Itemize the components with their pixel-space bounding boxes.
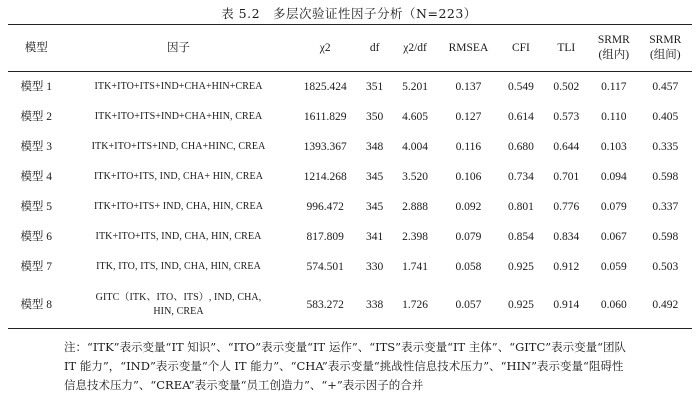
factor-cell: GITC（ITK、ITO、ITS）, IND, CHA, HIN, CREA <box>65 282 293 329</box>
header-chi2df: χ2/df <box>391 25 438 72</box>
srmr-between-cell: 0.492 <box>639 282 692 329</box>
df-cell: 350 <box>365 111 384 123</box>
header-model: 模型 <box>8 25 65 72</box>
chi2-cell: 1214.268 <box>303 171 347 183</box>
table-row <box>8 282 692 329</box>
tli-cell: 0.776 <box>553 201 580 213</box>
model-cell: 模型 2 <box>20 111 53 123</box>
header-tli: TLI <box>544 25 589 72</box>
table-row <box>8 132 692 162</box>
table-row <box>8 192 692 222</box>
table-row <box>8 222 692 252</box>
table-row <box>8 162 692 192</box>
rmsea-cell: 0.137 <box>455 81 482 93</box>
table-row <box>8 102 692 132</box>
model-cell: 模型 3 <box>20 141 53 153</box>
model-cell: 模型 7 <box>20 261 53 273</box>
factor-cell: ITK+ITO+ITS, IND, CHA+ HIN, CREA <box>93 171 264 182</box>
tli-cell: 0.914 <box>544 282 589 329</box>
cfa-results-table <box>8 24 692 329</box>
header-srmr-between <box>639 25 692 72</box>
header-srmr-within <box>589 25 639 72</box>
srmr-between-cell: 0.335 <box>652 141 679 153</box>
factor-cell: ITK+ITO+ITS, IND, CHA, HIN, CREA <box>95 231 262 242</box>
tli-cell: 0.834 <box>553 231 580 243</box>
header-srmr-between-line2: (组间) <box>649 49 681 61</box>
chi2df-cell: 2.398 <box>402 231 428 243</box>
tli-cell: 0.573 <box>553 111 580 123</box>
df-cell: 345 <box>365 171 384 183</box>
srmr-within-cell: 0.067 <box>600 231 627 243</box>
srmr-between-cell: 0.337 <box>652 201 679 213</box>
cfi-cell: 0.734 <box>507 171 534 183</box>
tli-cell: 0.502 <box>553 81 580 93</box>
chi2-cell: 1611.829 <box>303 111 347 123</box>
factor-cell: ITK+ITO+ITS+IND+CHA+HIN, CREA <box>94 111 263 122</box>
model-cell: 模型 6 <box>20 231 53 243</box>
rmsea-cell: 0.092 <box>455 201 482 213</box>
model-cell: 模型 5 <box>20 201 53 213</box>
header-srmr-within-line2: (组内) <box>598 49 630 61</box>
chi2df-cell: 2.888 <box>402 201 428 213</box>
chi2df-cell: 4.004 <box>402 141 428 153</box>
cfi-cell: 0.925 <box>507 261 534 273</box>
chi2df-cell: 1.726 <box>391 282 438 329</box>
srmr-between-cell: 0.598 <box>652 231 679 243</box>
df-cell: 338 <box>358 282 392 329</box>
df-cell: 351 <box>365 81 384 93</box>
tli-cell: 0.644 <box>553 141 580 153</box>
chi2-cell: 574.501 <box>306 261 344 273</box>
chi2-cell: 1393.367 <box>303 141 347 153</box>
srmr-within-cell: 0.079 <box>600 201 627 213</box>
rmsea-cell: 0.079 <box>455 231 482 243</box>
srmr-between-cell: 0.405 <box>652 111 679 123</box>
header-rmsea: RMSEA <box>439 25 498 72</box>
srmr-within-cell: 0.059 <box>600 261 627 273</box>
table-header <box>8 25 692 72</box>
header-df: df <box>358 25 392 72</box>
srmr-within-cell: 0.094 <box>600 171 627 183</box>
cfi-cell: 0.854 <box>507 231 534 243</box>
table-note: 注：“ITK”表示变量“IT 知识”、“ITO”表示变量“IT 运作”、“ITS”表示变量“IT 主体”、“GITC”表示变量“团队 IT 能力”，“IND”表示变量“个人 IT 能力”、“CHA”表示变量“挑战性信息技术压力”、“HIN”表示变量“阻碍性信息技术压力”、“CREA”表示变量“员工创造力”、“+”表示因子的合并 <box>64 340 627 392</box>
df-cell: 330 <box>365 261 384 273</box>
srmr-within-cell: 0.110 <box>601 111 627 123</box>
rmsea-cell: 0.127 <box>455 111 482 123</box>
cfi-cell: 0.614 <box>507 111 534 123</box>
chi2df-cell: 5.201 <box>402 81 428 93</box>
chi2-cell: 996.472 <box>306 201 344 213</box>
df-cell: 345 <box>365 201 384 213</box>
factor-cell: ITK+ITO+ITS+ IND, CHA, HIN, CREA <box>93 201 264 212</box>
table-row <box>8 72 692 103</box>
cfi-cell: 0.925 <box>498 282 543 329</box>
table-body <box>8 72 692 329</box>
srmr-between-cell: 0.503 <box>652 261 679 273</box>
table-row <box>8 252 692 282</box>
df-cell: 348 <box>365 141 384 153</box>
model-cell: 模型 8 <box>8 282 65 329</box>
chi2-cell: 583.272 <box>293 282 358 329</box>
chi2-cell: 817.809 <box>306 231 344 243</box>
rmsea-cell: 0.058 <box>455 261 482 273</box>
chi2df-cell: 3.520 <box>402 171 428 183</box>
chi2df-cell: 4.605 <box>402 111 428 123</box>
srmr-between-cell: 0.598 <box>652 171 679 183</box>
header-factor: 因子 <box>65 25 293 72</box>
rmsea-cell: 0.116 <box>455 141 482 153</box>
cfi-cell: 0.801 <box>507 201 534 213</box>
model-cell: 模型 1 <box>20 81 53 93</box>
header-row <box>8 25 692 72</box>
rmsea-cell: 0.057 <box>439 282 498 329</box>
header-chi2: χ2 <box>293 25 358 72</box>
rmsea-cell: 0.106 <box>455 171 482 183</box>
factor-cell: ITK, ITO, ITS, IND, CHA, HIN, CREA <box>96 261 261 272</box>
factor-cell: ITK+ITO+ITS+IND+CHA+HIN+CREA <box>94 81 263 92</box>
table-caption: 表 5.2 多层次验证性因子分析（N=223） <box>221 6 477 21</box>
srmr-within-cell: 0.117 <box>601 81 627 93</box>
header-srmr-within-line1: SRMR <box>597 34 630 46</box>
model-cell: 模型 4 <box>20 171 53 183</box>
srmr-between-cell: 0.457 <box>652 81 679 93</box>
srmr-within-cell: 0.103 <box>600 141 627 153</box>
cfi-cell: 0.680 <box>507 141 534 153</box>
factor-cell: ITK+ITO+ITS+IND, CHA+HINC, CREA <box>91 141 266 152</box>
chi2df-cell: 1.741 <box>402 261 428 273</box>
df-cell: 341 <box>365 231 384 243</box>
srmr-within-cell: 0.060 <box>589 282 639 329</box>
tli-cell: 0.912 <box>553 261 580 273</box>
chi2-cell: 1825.424 <box>303 81 347 93</box>
header-cfi: CFI <box>498 25 543 72</box>
tli-cell: 0.701 <box>553 171 580 183</box>
header-srmr-between-line1: SRMR <box>649 34 682 46</box>
cfi-cell: 0.549 <box>507 81 534 93</box>
